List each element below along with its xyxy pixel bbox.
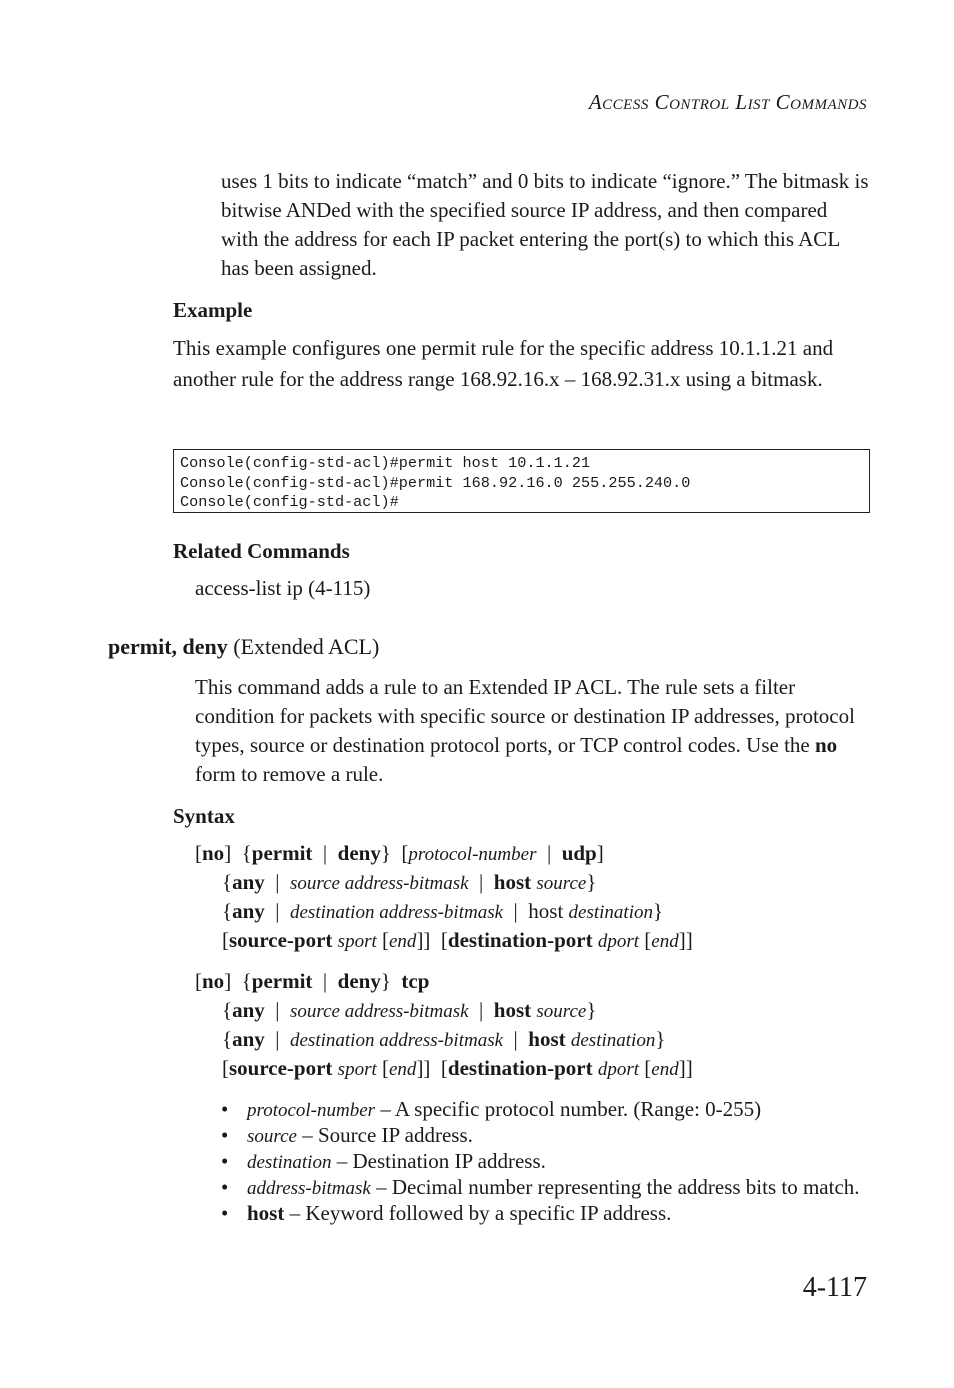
- syntax-udp-line-3: {any | destination address-bitmask | host destination}: [222, 899, 664, 923]
- list-item: • address-bitmask – Decimal number representing the address bits to match.: [221, 1175, 871, 1201]
- syntax-udp-line-4: [source-port sport [end]] [destination-port dport [end]]: [222, 928, 693, 952]
- list-item: • host – Keyword followed by a specific IP address.: [221, 1201, 871, 1226]
- intro-paragraph: uses 1 bits to indicate “match” and 0 bits to indicate “ignore.” The bitmask is bitwise ANDed with the specified source IP address, and then compared with the address for each IP packet entering the port(s) to which this ACL has been assigned.: [221, 169, 869, 280]
- page-number: 4-117: [802, 1272, 867, 1303]
- syntax-udp-line-1: [no] {permit | deny} [protocol-number | udp]: [195, 841, 604, 865]
- syntax-udp-line-2: {any | source address-bitmask | host source}: [222, 870, 597, 894]
- example-heading: Example: [173, 298, 253, 322]
- syntax-heading: Syntax: [173, 804, 235, 828]
- example-text: This example configures one permit rule for the specific address 10.1.1.21 and another rule for the address range 168.92.16.x – 168.92.31.x using a bitmask.: [173, 336, 834, 391]
- command-description: This command adds a rule to an Extended IP ACL. The rule sets a filter condition for packets with specific source or destination IP addresses, protocol types, source or destination protocol ports, or TCP control codes. Use the no form to remove a rule.: [195, 675, 855, 786]
- related-commands-heading: Related Commands: [173, 539, 350, 563]
- related-command-link: access-list ip (4-115): [195, 576, 371, 600]
- command-heading: permit, deny (Extended ACL): [108, 634, 380, 659]
- list-item: • protocol-number – A specific protocol number. (Range: 0-255): [221, 1097, 871, 1123]
- code-line: Console(config-std-acl)#permit 168.92.16.0 255.255.240.0: [180, 473, 691, 492]
- syntax-tcp-line-2: {any | source address-bitmask | host source}: [222, 998, 597, 1022]
- code-line: Console(config-std-acl)#: [180, 493, 399, 511]
- list-item: • destination – Destination IP address.: [221, 1149, 871, 1175]
- code-example: [173, 449, 870, 513]
- syntax-tcp-line-4: [source-port sport [end]] [destination-port dport [end]]: [222, 1056, 693, 1080]
- list-item: • source – Source IP address.: [221, 1123, 871, 1149]
- code-line: Console(config-std-acl)#permit host 10.1.1.21: [180, 454, 591, 472]
- running-header: ACCESS CONTROL LIST COMMANDS: [588, 90, 867, 114]
- parameter-list: [221, 1097, 871, 1226]
- syntax-tcp-line-1: [no] {permit | deny} tcp: [195, 969, 430, 993]
- syntax-tcp-line-3: {any | destination address-bitmask | host destination}: [222, 1027, 666, 1051]
